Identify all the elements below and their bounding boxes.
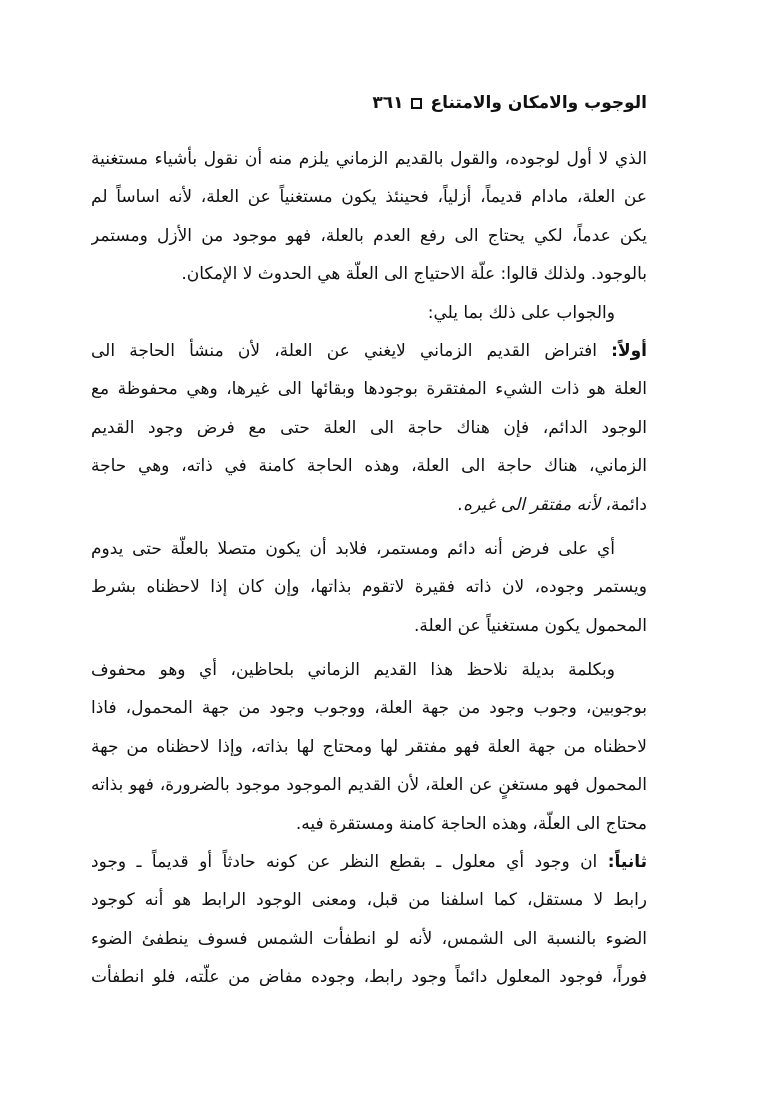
square-separator-icon [411,98,422,109]
text-line: الوجود الدائم، فإن هناك حاجة الى العلة حتى مع فرض وجود القديم [91,417,647,438]
text-line [91,486,647,524]
text-line: يكن عدماً، لكي يحتاج الى رفع العدم بالعلة، فهو موجود من الأزل ومستمر [91,225,647,246]
text-line: ويستمر وجوده، لان ذاته فقيرة لاتقوم بذاتها، وإن كان إذا لاحظناه بشرط [91,577,647,598]
text-line: الذي لا أول لوجوده، والقول بالقديم الزماني يلزم منه أن نقول بأشياء مستغنية [91,149,647,169]
text-line: الزماني، هناك حاجة الى العلة، وهذه الحاجة كامنة في ذاته، وهي حاجة [91,456,647,477]
paragraph-3 [91,332,647,524]
text-line: أي على فرض أنه دائم ومستمر، فلابد أن يكون متصلا بالعلّة حتى يدوم [91,538,615,559]
chapter-title: الوجوب والامكان والامتناع [430,93,647,113]
paragraph-4 [91,530,647,645]
text-run: ان وجود أي معلول ـ بقطع النظر عن كونه حادثاً أو قديماً ـ وجود [91,852,608,873]
page-number: ٣٦١ [372,93,404,113]
text-line: المحمول يكون مستغنياً عن العلة. [413,615,647,636]
paragraph-2 [91,294,647,332]
text-line: العلة هو ذات الشيء المفتقرة بوجودها وبقائها الى غيرها، وهي محفوظة مع [91,379,647,400]
emphasized-text: لأنه مفتقر الى غيره. [457,494,601,515]
text-line: عن العلة، مادام قديماً، أزلياً، فحينئذ يكون مستغنياً عن العلة، لأنه اساساً لم [91,187,647,208]
text-line: الضوء بالنسبة الى الشمس، لأنه لو انطفأت الشمس فسوف ينطفئ الضوء [91,928,647,949]
paragraph-6 [91,843,647,997]
paragraph-5 [91,651,647,843]
text-line: بوجوبين، وجوب وجود من جهة العلة، ووجوب وجود من جهة المحمول، فاذا [91,698,647,719]
text-line: وبكلمة بديلة نلاحظ هذا القديم الزماني بلحاظين، أي وهو محفوف [91,660,615,681]
text-line: محتاج الى العلّة، وهذه الحاجة كامنة ومستقرة فيه. [295,813,647,834]
section-lead: أولاً: [611,340,647,361]
section-lead: ثانياً: [607,852,647,873]
text-line: بالوجود. ولذلك قالوا: علّة الاحتياج الى العلّة هي الحدوث لا الإمكان. [181,264,647,285]
text-line: رابط لا مستقل، كما اسلفنا من قبل، ومعنى الوجود الرابط هو أنه كوجود [91,890,647,911]
text-line [91,843,647,881]
text-run: افتراض القديم الزماني لايغني عن العلة، لأن منشأ الحاجة الى [91,340,612,361]
text-line [91,332,647,370]
text-line: المحمول فهو مستغنٍ عن العلة، لأن القديم الموجود موجود بالضرورة، فهو بذاته [91,775,647,796]
text-line: فوراً، فوجود المعلول دائماً وجود رابط، وجوده مفاض من علّته، فلو انطفأت [91,967,647,988]
body-text [91,140,647,997]
text-run: دائمة، [600,494,647,515]
text-line: والجواب على ذلك بما يلي: [427,302,615,323]
paragraph-1 [91,140,647,294]
text-line: لاحظناه من جهة العلة فهو مفتقر لها ومحتاج لها بذاته، وإذا لاحظناه من جهة [91,736,647,757]
running-header [347,88,647,118]
